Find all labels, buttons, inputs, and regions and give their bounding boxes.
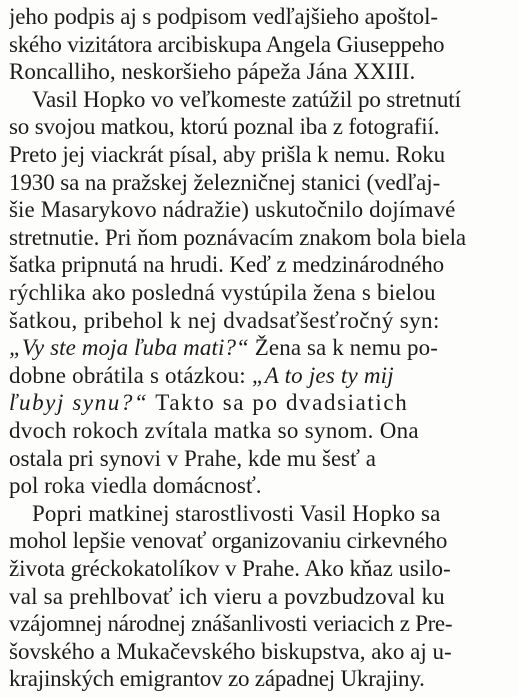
text-line-20: mohol lepšie venovať organizovaniu cirkevného bbox=[9, 528, 448, 554]
text-line-1: jeho podpis aj s podpisom vedľajšieho apoštol- bbox=[9, 4, 438, 29]
text-line-9: stretnutie. Pri ňom poznávacím znakom bola biela bbox=[9, 224, 466, 250]
italic-quote: „Vy ste moja ľuba mati?“ bbox=[9, 335, 249, 361]
text-line-16: dvoch rokoch zvítala matka so synom. Ona bbox=[9, 418, 419, 443]
text-line-4: Vasil Hopko vo veľkomeste zatúžil po stretnutí bbox=[32, 86, 461, 112]
text-line-18: pol roka viedla domácnosť. bbox=[9, 473, 262, 499]
text-line-5: so svojou matkou, ktorú poznal iba z fotografií. bbox=[9, 114, 440, 140]
text-line-22: val sa prehlbovať ich vieru a povzbudzoval ku bbox=[9, 583, 445, 609]
text-line-13: „Vy ste moja ľuba mati?“ Žena sa k nemu po- bbox=[9, 335, 438, 361]
text-line-21: života gréckokatolíkov v Prahe. Ako kňaz usilo- bbox=[9, 556, 451, 581]
text-line-24: šovského a Mukačevského biskupstva, ako aj u- bbox=[9, 638, 452, 664]
text-line-8: šie Masarykovo nádražie) uskutočnilo dojímavé bbox=[9, 197, 456, 223]
text-line-6: Preto jej viackrát písal, aby prišla k nemu. Roku bbox=[9, 142, 445, 167]
text-line-12: šatkou, pribehol k nej dvadsaťšesťročný syn: bbox=[9, 307, 440, 333]
text-line-2: ského vizitátora arcibiskupa Angela Giuseppeho bbox=[9, 31, 445, 57]
text-line-17: ostala pri synovi v Prahe, kde mu šesť a bbox=[9, 445, 376, 471]
text-line-14: dobne obrátila s otázkou: „A to jes ty mij bbox=[9, 362, 394, 388]
text-line-7: 1930 sa na pražskej železničnej stanici (vedľaj- bbox=[9, 169, 441, 195]
text-line-10: šatka pripnutá na hrudi. Keď z medzinárodného bbox=[9, 252, 445, 278]
italic-quote: „A to jes ty mij bbox=[251, 362, 394, 388]
text-line-25: krajinských emigrantov zo západnej Ukrajiny. bbox=[9, 666, 425, 692]
text-line-23: vzájomnej národnej znášanlivosti veriacich z Pre- bbox=[9, 611, 453, 637]
text-line-19: Popri matkinej starostlivosti Vasil Hopko sa bbox=[32, 500, 441, 526]
text-line-15: ľubyj synu?“ Takto sa po dvadsiatich bbox=[9, 390, 409, 416]
text-line-11: rýchlika ako posledná vystúpila žena s bielou bbox=[9, 280, 436, 305]
italic-quote: ľubyj synu?“ bbox=[9, 390, 149, 416]
text-line-3: Roncalliho, neskoršieho pápeža Jána XXIII. bbox=[9, 59, 416, 85]
